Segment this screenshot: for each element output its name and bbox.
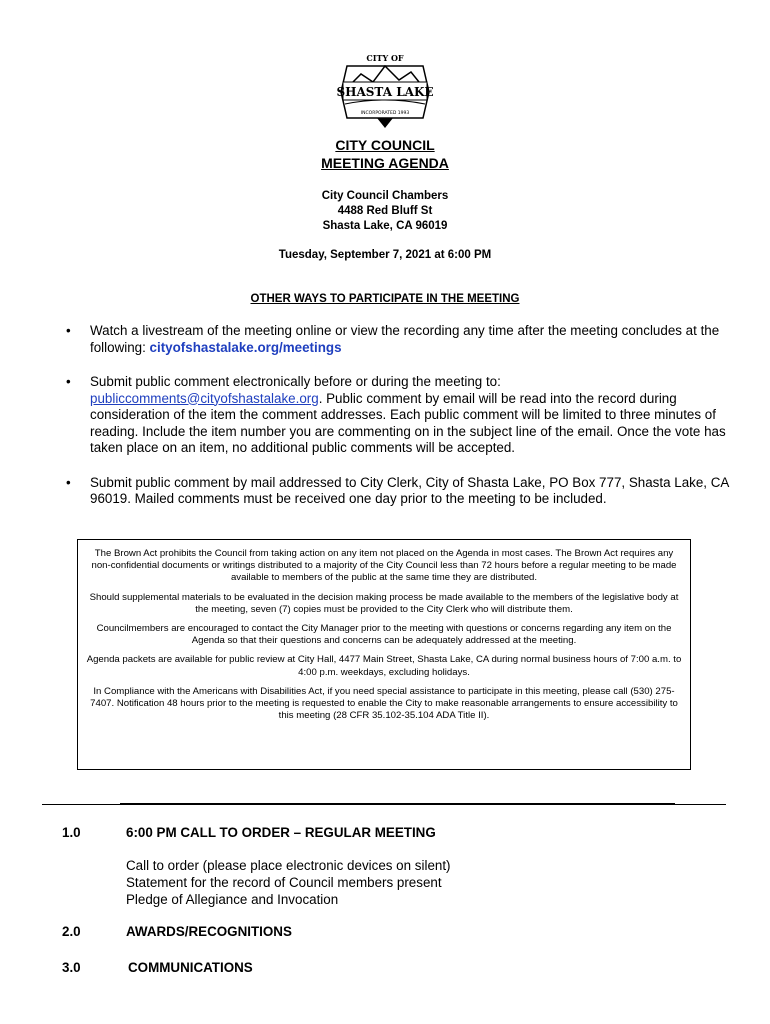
- agenda-item-number: 1.0: [62, 825, 81, 840]
- agenda-item-number: 3.0: [62, 960, 81, 975]
- participation-list: [62, 323, 732, 526]
- venue-city: Shasta Lake, CA 96019: [322, 220, 448, 232]
- participate-heading: OTHER WAYS TO PARTICIPATE IN THE MEETING: [250, 293, 520, 305]
- agenda-subitem: Statement for the record of Council members present: [126, 875, 442, 890]
- venue-name: City Council Chambers: [321, 190, 449, 202]
- agenda-title-line1: CITY COUNCIL: [335, 137, 435, 153]
- svg-text:SHASTA LAKE: SHASTA LAKE: [336, 85, 434, 99]
- brown-act-notice: The Brown Act prohibits the Council from taking action on any item not placed on the Agenda in most cases. The Brown Act requires any non-confidential documents or writings distributed to a majority of the City Council less than 72 hours before a regular meeting to be made available to members of the public at the same time they are distributed. Should supplemental materials to be evaluated in the decision making process be made available to the members of the legislative body at the meeting, seven (7) copies must be provided to the City Clerk who will distribute them. Councilmembers are encouraged to contact the City Manager prior to the meeting with questions or concerns regarding any item on the Agenda so that their questions and concerns can be adequately addressed at the meeting. Agenda packets are available for public review at City Hall, 4477 Main Street, Shasta Lake, CA during normal business hours of 7:00 a.m. to 4:00 p.m. weekdays, excluding holidays. In Compliance with the Americans with Disabilities Act, if you need special assistance to participate in this meeting, please call (530) 275-7407. Notification 48 hours prior to the meeting is requested to enable the City to make reasonable arrangements to ensure accessibility to this meeting (28 CFR 35.102-35.104 ADA Title II).: [77, 539, 691, 770]
- city-logo: [333, 52, 437, 132]
- agenda-item-number: 2.0: [62, 924, 81, 939]
- list-item: • Submit public comment by mail addressed to City Clerk, City of Shasta Lake, PO Box 777, Shasta Lake, CA 96019. Mailed comments must be received one day prior to the meeting to be included.: [62, 475, 732, 508]
- agenda-title-line2: MEETING AGENDA: [321, 155, 449, 171]
- agenda-subitem: Call to order (please place electronic devices on silent): [126, 858, 451, 873]
- agenda-item-title: COMMUNICATIONS: [128, 960, 253, 975]
- agenda-item-title: 6:00 PM CALL TO ORDER – REGULAR MEETING: [126, 825, 436, 840]
- svg-text:INCORPORATED 1993: INCORPORATED 1993: [360, 111, 410, 116]
- agenda-item-title: AWARDS/RECOGNITIONS: [126, 924, 292, 939]
- svg-text:CITY OF: CITY OF: [366, 53, 404, 63]
- agenda-subitem: Pledge of Allegiance and Invocation: [126, 892, 339, 907]
- meetings-link[interactable]: cityofshastalake.org/meetings: [149, 339, 342, 355]
- meeting-date: Tuesday, September 7, 2021 at 6:00 PM: [278, 249, 492, 261]
- public-comments-email-link[interactable]: publiccomments@cityofshastalake.org: [90, 390, 319, 406]
- venue-street: 4488 Red Bluff St: [337, 205, 433, 217]
- list-item: • Submit public comment electronically before or during the meeting to: publiccomments@cityofshastalake.org. Public comment by email will be read into the record during consideration of the item the comment addresses. Each public comment will be limited to three minutes of reading. Include the item number you are commenting on in the subject line of the email. Once the vote has taken place on an item, no additional public comments will be accepted.: [62, 374, 732, 457]
- list-item: • Watch a livestream of the meeting online or view the recording any time after the meeting concludes at the following: cityofshastalake.org/meetings: [62, 323, 732, 356]
- divider-thick: [120, 803, 675, 805]
